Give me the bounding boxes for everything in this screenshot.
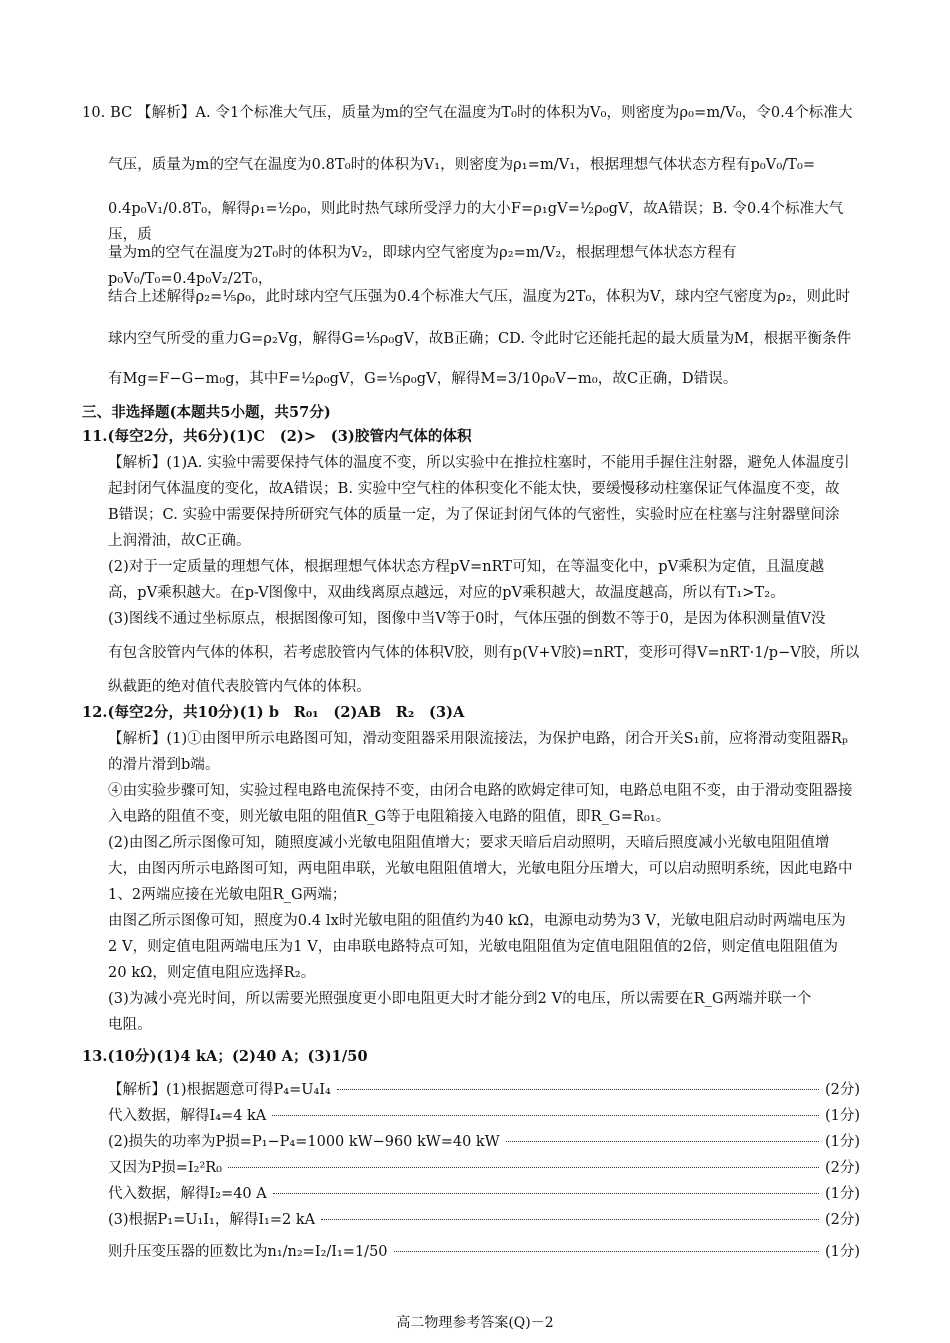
- q13-step-7: [108, 1240, 860, 1264]
- q10-line-4: 量为m的空气在温度为2T₀时的体积为V₂，即球内空气密度为ρ₂=m/V₂，根据理想气体状态方程有p₀V₀/T₀=0.4p₀V₂/2T₀，: [108, 245, 737, 287]
- q10-line-1: 10. BC 【解析】A. 令1个标准大气压，质量为m的空气在温度为T₀时的体积为V₀，则密度为ρ₀=m/V₀，令0.4个标准大: [82, 105, 853, 121]
- q11-analysis-3: B错误；C. 实验中需要保持所研究气体的质量一定，为了保证封闭气体的气密性，实验时应在柱塞与注射器壁间涂: [108, 507, 840, 523]
- q10-line-6: 球内空气所受的重力G=ρ₂Vg，解得G=⅕ρ₀gV，故B正确；CD. 令此时它还能托起的最大质量为M，根据平衡条件: [108, 331, 852, 347]
- q13-step-text: 代入数据，解得I₄=4 kA: [108, 1108, 267, 1124]
- q11-analysis-5: (2)对于一定质量的理想气体，根据理想气体状态方程pV=nRT可知，在等温变化中，pV乘积为定值，且温度越: [108, 559, 825, 575]
- q11-analysis-4: 上润滑油，故C正确。: [108, 533, 251, 549]
- q13-step-text: 代入数据，解得I₂=40 A: [108, 1186, 267, 1202]
- q12-analysis-10: 20 kΩ，则定值电阻应选择R₂。: [108, 965, 316, 981]
- q12-analysis-7: 1、2两端应接在光敏电阻R_G两端；: [108, 887, 347, 903]
- leader-dots: [394, 1251, 819, 1252]
- q11-analysis-9: 纵截距的绝对值代表胶管内气体的体积。: [108, 679, 371, 695]
- q13-step-5: [108, 1182, 860, 1206]
- leader-dots: [506, 1141, 819, 1142]
- q13-head: 13.(10分)(1)4 kA；(2)40 A；(3)1/50: [82, 1048, 368, 1065]
- q13-step-text: (2)损失的功率为P损=P₁−P₄=1000 kW−960 kW=40 kW: [108, 1134, 500, 1150]
- q13-step-text: 【解析】(1)根据题意可得P₄=U₄I₄: [108, 1082, 331, 1098]
- q13-step-6: [108, 1208, 860, 1232]
- q10-line-3: 0.4p₀V₁/0.8T₀，解得ρ₁=½ρ₀，则此时热气球所受浮力的大小F=ρ₁gV=½ρ₀gV，故A错误；B. 令0.4个标准大气压，质: [108, 201, 844, 243]
- q12-analysis-2: 的滑片滑到b端。: [108, 757, 220, 773]
- q13-step-text: (3)根据P₁=U₁I₁，解得I₁=2 kA: [108, 1212, 316, 1228]
- q12-analysis-6: 大，由图丙所示电路图可知，两电阻串联，光敏电阻阻值增大，光敏电阻分压增大，可以启动照明系统，因此电路中: [108, 861, 853, 877]
- q13-step-4: [108, 1156, 860, 1180]
- leader-dots: [228, 1167, 819, 1168]
- q13-step-points: (2分): [824, 1082, 860, 1098]
- q13-step-points: (2分): [824, 1160, 860, 1176]
- q10-line-5: 结合上述解得ρ₂=⅕ρ₀，此时球内空气压强为0.4个标准大气压，温度为2T₀，体积为V，球内空气密度为ρ₂，则此时: [108, 289, 851, 305]
- q12-analysis-8: 由图乙所示图像可知，照度为0.4 lx时光敏电阻的阻值约为40 kΩ，电源电动势为3 V，光敏电阻启动时两端电压为: [108, 913, 846, 929]
- q12-head: 12.(每空2分，共10分)(1) b R₀₁ (2)AB R₂ (3)A: [82, 704, 465, 721]
- q12-analysis-4: 入电路的阻值不变，则光敏电阻的阻值R_G等于电阻箱接入电路的阻值，即R_G=R₀₁。: [108, 809, 671, 825]
- q11-analysis-8: 有包含胶管内气体的体积，若考虑胶管内气体的体积V胶，则有p(V+V胶)=nRT，变形可得V=nRT·1/p−V胶，所以: [108, 645, 860, 661]
- q13-step-points: (1分): [824, 1186, 860, 1202]
- q12-analysis-12: 电阻。: [108, 1017, 152, 1033]
- leader-dots: [337, 1089, 819, 1090]
- section-heading: 三、非选择题(本题共5小题，共57分): [82, 404, 331, 421]
- q10-line-2: 气压，质量为m的空气在温度为0.8T₀时的体积为V₁，则密度为ρ₁=m/V₁，根据理想气体状态方程有p₀V₀/T₀=: [108, 157, 816, 173]
- q13-step-2: [108, 1104, 860, 1128]
- q13-step-3: [108, 1130, 860, 1154]
- q13-step-text: 又因为P损=I₂²R₀: [108, 1160, 222, 1176]
- q12-analysis-5: (2)由图乙所示图像可知，随照度减小光敏电阻阻值增大；要求天暗后启动照明，天暗后照度减小光敏电阻阻值增: [108, 835, 830, 851]
- q11-analysis-6: 高，pV乘积越大。在p-V图像中，双曲线离原点越远，对应的pV乘积越大，故温度越高，所以有T₁>T₂。: [108, 585, 785, 601]
- q13-step-points: (1分): [824, 1244, 860, 1260]
- q12-analysis-3: ④由实验步骤可知，实验过程电路电流保持不变，由闭合电路的欧姆定律可知，电路总电阻不变，由于滑动变阻器接: [108, 783, 853, 799]
- q13-step-points: (1分): [824, 1134, 860, 1150]
- q11-analysis-2: 起封闭气体温度的变化，故A错误；B. 实验中空气柱的体积变化不能太快，要缓慢移动柱塞保证气体温度不变，故: [108, 481, 840, 497]
- q10-line-7: 有Mg=F−G−m₀g，其中F=½ρ₀gV，G=⅕ρ₀gV，解得M=3/10ρ₀V−m₀，故C正确，D错误。: [108, 371, 738, 387]
- q13-step-1: [108, 1078, 860, 1102]
- q12-analysis-9: 2 V，则定值电阻两端电压为1 V，由串联电路特点可知，光敏电阻阻值为定值电阻阻值的2倍，则定值电阻阻值为: [108, 939, 839, 955]
- q12-analysis-11: (3)为减小亮光时间，所以需要光照强度更小即电阻更大时才能分到2 V的电压，所以需要在R_G两端并联一个: [108, 991, 812, 1007]
- leader-dots: [272, 1115, 819, 1116]
- q13-step-points: (2分): [824, 1212, 860, 1228]
- q12-analysis-1: 【解析】(1)①由图甲所示电路图可知，滑动变阻器采用限流接法，为保护电路，闭合开关S₁前，应将滑动变阻器Rₚ: [108, 731, 848, 747]
- leader-dots: [321, 1219, 819, 1220]
- q13-step-points: (1分): [824, 1108, 860, 1124]
- leader-dots: [273, 1193, 819, 1194]
- q11-analysis-1: 【解析】(1)A. 实验中需要保持气体的温度不变，所以实验中在推拉柱塞时，不能用手握住注射器，避免人体温度引: [108, 455, 850, 471]
- q13-step-text: 则升压变压器的匝数比为n₁/n₂=I₂/I₁=1/50: [108, 1244, 388, 1260]
- page-footer: 高二物理参考答案(Q)－2: [396, 1315, 554, 1331]
- q11-head: 11.(每空2分，共6分)(1)C (2)> (3)胶管内气体的体积: [82, 428, 472, 445]
- q11-analysis-7: (3)图线不通过坐标原点，根据图像可知，图像中当V等于0时，气体压强的倒数不等于0，是因为体积测量值V没: [108, 611, 826, 627]
